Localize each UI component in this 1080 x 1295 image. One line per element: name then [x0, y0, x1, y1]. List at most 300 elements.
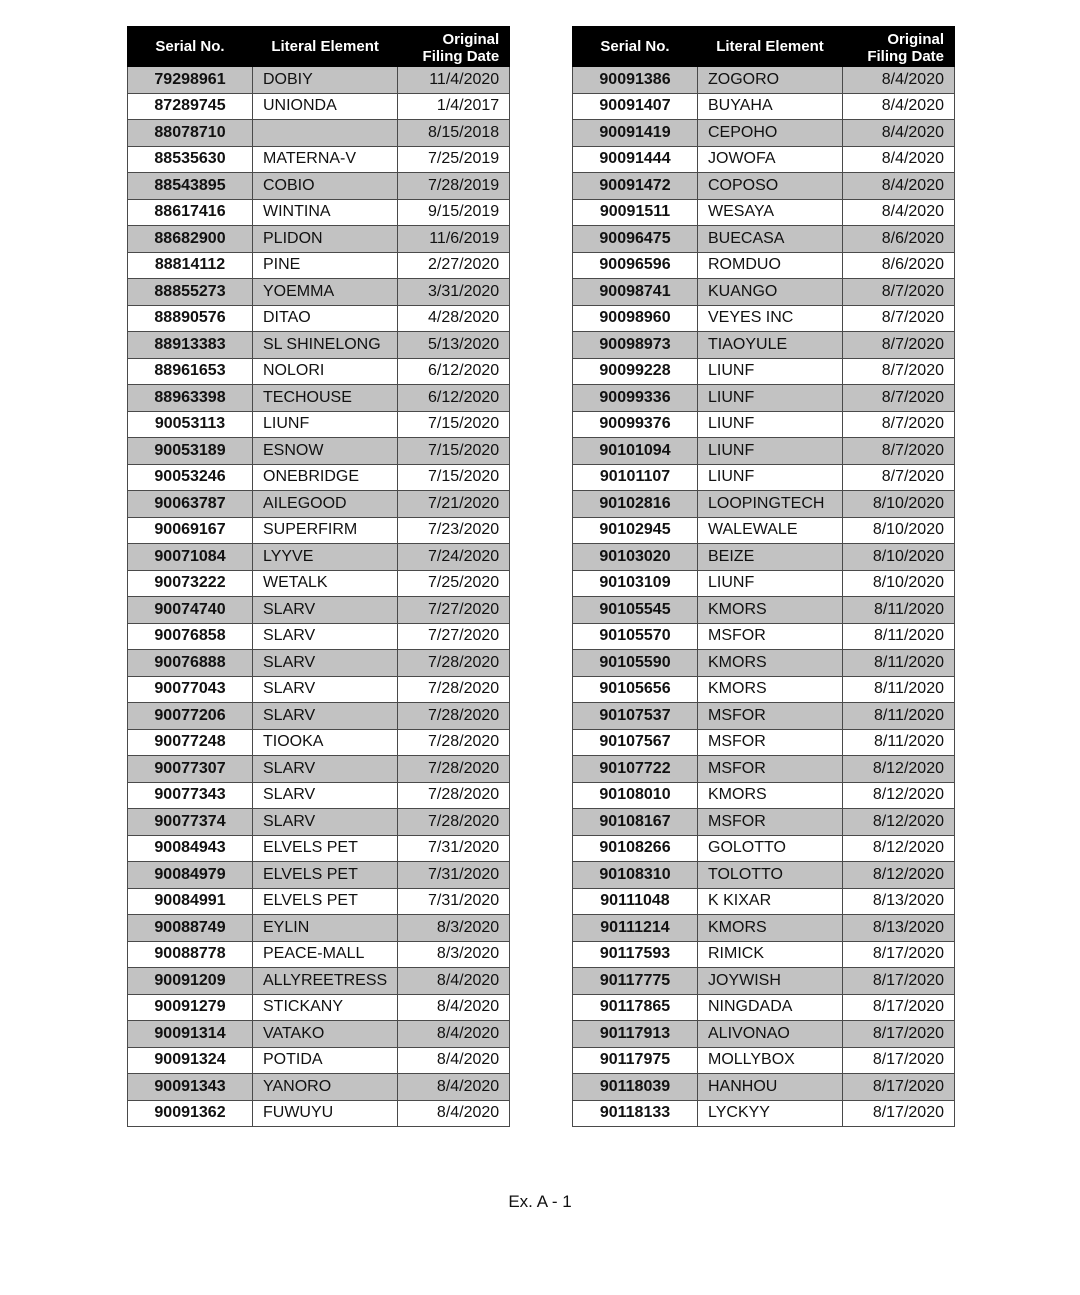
filing-date-cell: 8/6/2020 [843, 226, 955, 253]
filing-date-cell: 8/11/2020 [843, 676, 955, 703]
table-row [573, 1074, 955, 1101]
literal-element-header: Literal Element [698, 27, 843, 67]
filing-date-cell: 7/28/2020 [398, 809, 510, 836]
serial-number-cell: 90074740 [128, 597, 253, 624]
table-row [573, 623, 955, 650]
literal-element-cell: LOOPINGTECH [698, 491, 843, 518]
table-row [128, 1100, 510, 1127]
filing-date-cell: 7/28/2019 [398, 173, 510, 200]
filing-date-cell: 8/4/2020 [398, 1074, 510, 1101]
serial-number-cell: 88535630 [128, 146, 253, 173]
table-row [128, 93, 510, 120]
literal-element-cell: ELVELS PET [253, 835, 398, 862]
literal-element-cell: SUPERFIRM [253, 517, 398, 544]
literal-element-cell: PEACE-MALL [253, 941, 398, 968]
filing-date-cell: 8/17/2020 [843, 941, 955, 968]
filing-date-cell: 8/13/2020 [843, 888, 955, 915]
literal-element-cell: KMORS [698, 650, 843, 677]
table-row [128, 358, 510, 385]
literal-element-cell: WESAYA [698, 199, 843, 226]
filing-date-cell: 8/12/2020 [843, 809, 955, 836]
literal-element-cell: COPOSO [698, 173, 843, 200]
serial-number-cell: 90105656 [573, 676, 698, 703]
serial-number-cell: 87289745 [128, 93, 253, 120]
table-row [573, 464, 955, 491]
filing-date-cell: 2/27/2020 [398, 252, 510, 279]
literal-element-cell: SL SHINELONG [253, 332, 398, 359]
filing-date-cell: 8/4/2020 [843, 93, 955, 120]
serial-number-cell: 88682900 [128, 226, 253, 253]
literal-element-cell: MSFOR [698, 809, 843, 836]
exhibit-label: Ex. A - 1 [508, 1192, 572, 1211]
serial-number-cell: 90053246 [128, 464, 253, 491]
filing-date-cell: 3/31/2020 [398, 279, 510, 306]
right-table-body [573, 67, 955, 1127]
filing-date-cell: 8/7/2020 [843, 411, 955, 438]
table-row [128, 703, 510, 730]
serial-number-cell: 90091419 [573, 120, 698, 147]
filing-date-cell: 7/28/2020 [398, 729, 510, 756]
left-table-header-row [128, 27, 510, 67]
table-row [128, 676, 510, 703]
table-row [573, 570, 955, 597]
table-row [128, 279, 510, 306]
literal-element-cell: K KIXAR [698, 888, 843, 915]
literal-element-cell: DOBIY [253, 67, 398, 94]
filing-date-cell: 7/15/2020 [398, 438, 510, 465]
table-row [573, 252, 955, 279]
filing-date-cell: 8/4/2020 [843, 199, 955, 226]
serial-number-cell: 90077043 [128, 676, 253, 703]
literal-element-cell: WETALK [253, 570, 398, 597]
literal-element-cell: AILEGOOD [253, 491, 398, 518]
literal-element-cell: PLIDON [253, 226, 398, 253]
table-row [573, 517, 955, 544]
literal-element-cell: LIUNF [698, 358, 843, 385]
filing-date-cell: 1/4/2017 [398, 93, 510, 120]
literal-element-cell: SLARV [253, 597, 398, 624]
serial-number-cell: 90091472 [573, 173, 698, 200]
serial-number-cell: 90091407 [573, 93, 698, 120]
serial-number-cell: 90053113 [128, 411, 253, 438]
filing-date-cell: 5/13/2020 [398, 332, 510, 359]
serial-number-cell: 90091314 [128, 1021, 253, 1048]
serial-number-cell: 88814112 [128, 252, 253, 279]
serial-number-cell: 90098741 [573, 279, 698, 306]
serial-number-cell: 88617416 [128, 199, 253, 226]
filing-date-cell: 8/12/2020 [843, 782, 955, 809]
table-row [128, 888, 510, 915]
table-row [128, 517, 510, 544]
filing-date-cell: 8/4/2020 [843, 146, 955, 173]
filing-date-cell: 8/10/2020 [843, 517, 955, 544]
filing-date-cell: 9/15/2019 [398, 199, 510, 226]
literal-element-cell: LIUNF [698, 411, 843, 438]
literal-element-cell: BUYAHA [698, 93, 843, 120]
serial-number-cell: 90117913 [573, 1021, 698, 1048]
table-row [128, 650, 510, 677]
filing-date-cell: 8/17/2020 [843, 1100, 955, 1127]
table-row [573, 703, 955, 730]
literal-element-cell: KMORS [698, 915, 843, 942]
filing-date-cell: 8/17/2020 [843, 1074, 955, 1101]
literal-element-cell: JOWOFA [698, 146, 843, 173]
filing-date-cell: 7/27/2020 [398, 623, 510, 650]
table-row [128, 199, 510, 226]
literal-element-cell: SLARV [253, 676, 398, 703]
serial-number-cell: 88961653 [128, 358, 253, 385]
filing-date-cell: 7/28/2020 [398, 676, 510, 703]
literal-element-cell: TIAOYULE [698, 332, 843, 359]
filing-date-cell: 6/12/2020 [398, 385, 510, 412]
serial-number-cell: 90101094 [573, 438, 698, 465]
literal-element-cell: MSFOR [698, 756, 843, 783]
filing-date-cell: 7/25/2019 [398, 146, 510, 173]
filing-date-cell: 7/23/2020 [398, 517, 510, 544]
right-table [572, 26, 955, 1127]
literal-element-cell: WINTINA [253, 199, 398, 226]
literal-element-cell: VATAKO [253, 1021, 398, 1048]
table-row [573, 358, 955, 385]
serial-number-cell: 90108310 [573, 862, 698, 889]
literal-element-cell: SLARV [253, 650, 398, 677]
filing-date-cell: 7/27/2020 [398, 597, 510, 624]
table-row [128, 756, 510, 783]
serial-number-cell: 90084943 [128, 835, 253, 862]
table-row [573, 544, 955, 571]
serial-number-cell: 90069167 [128, 517, 253, 544]
serial-number-cell: 90102945 [573, 517, 698, 544]
table-row [128, 252, 510, 279]
table-row [573, 888, 955, 915]
serial-number-cell: 90088778 [128, 941, 253, 968]
filing-date-cell: 7/28/2020 [398, 703, 510, 730]
literal-element-cell: WALEWALE [698, 517, 843, 544]
literal-element-header: Literal Element [253, 27, 398, 67]
serial-number-cell: 90076888 [128, 650, 253, 677]
table-row [128, 226, 510, 253]
table-row [573, 862, 955, 889]
serial-number-cell: 90091362 [128, 1100, 253, 1127]
literal-element-cell: VEYES INC [698, 305, 843, 332]
filing-date-cell: 7/28/2020 [398, 782, 510, 809]
filing-date-cell: 8/15/2018 [398, 120, 510, 147]
filing-date-cell: 7/15/2020 [398, 464, 510, 491]
filing-date-header-line1: Original [442, 31, 500, 48]
literal-element-cell: ELVELS PET [253, 888, 398, 915]
table-row [128, 782, 510, 809]
serial-number-cell: 90101107 [573, 464, 698, 491]
serial-number-cell: 90091324 [128, 1047, 253, 1074]
literal-element-cell: GOLOTTO [698, 835, 843, 862]
table-row [128, 438, 510, 465]
serial-number-cell: 90117775 [573, 968, 698, 995]
literal-element-cell: KUANGO [698, 279, 843, 306]
table-row [573, 491, 955, 518]
filing-date-header-line2: Filing Date [867, 48, 944, 65]
filing-date-cell: 8/7/2020 [843, 279, 955, 306]
filing-date-cell: 8/4/2020 [398, 994, 510, 1021]
table-row [573, 279, 955, 306]
table-row [128, 385, 510, 412]
table-row [128, 941, 510, 968]
table-row [573, 305, 955, 332]
table-row [128, 67, 510, 94]
serial-number-cell: 90096596 [573, 252, 698, 279]
serial-number-cell: 88913383 [128, 332, 253, 359]
literal-element-cell: ZOGORO [698, 67, 843, 94]
table-row [573, 146, 955, 173]
table-row [128, 1021, 510, 1048]
table-row [128, 146, 510, 173]
literal-element-cell: ONEBRIDGE [253, 464, 398, 491]
filing-date-cell: 7/31/2020 [398, 862, 510, 889]
filing-date-cell: 8/10/2020 [843, 491, 955, 518]
literal-element-cell: HANHOU [698, 1074, 843, 1101]
literal-element-cell: KMORS [698, 676, 843, 703]
filing-date-cell: 8/11/2020 [843, 729, 955, 756]
table-row [573, 835, 955, 862]
literal-element-cell: LIUNF [698, 464, 843, 491]
serial-number-cell: 90107537 [573, 703, 698, 730]
literal-element-cell: FUWUYU [253, 1100, 398, 1127]
literal-element-cell: LIUNF [698, 438, 843, 465]
literal-element-cell: YANORO [253, 1074, 398, 1101]
table-row [128, 915, 510, 942]
table-row [573, 173, 955, 200]
table-row [128, 623, 510, 650]
table-row [573, 597, 955, 624]
table-row [573, 385, 955, 412]
literal-element-cell: MSFOR [698, 623, 843, 650]
serial-number-cell: 90108010 [573, 782, 698, 809]
table-row [573, 968, 955, 995]
filing-date-cell: 8/10/2020 [843, 570, 955, 597]
literal-element-cell: ROMDUO [698, 252, 843, 279]
serial-number-cell: 90103109 [573, 570, 698, 597]
serial-number-cell: 90096475 [573, 226, 698, 253]
table-row [128, 597, 510, 624]
literal-element-cell: NOLORI [253, 358, 398, 385]
table-row [128, 120, 510, 147]
table-row [128, 464, 510, 491]
literal-element-cell: LYCKYY [698, 1100, 843, 1127]
filing-date-cell: 8/11/2020 [843, 703, 955, 730]
literal-element-cell: BUECASA [698, 226, 843, 253]
serial-number-cell: 90077374 [128, 809, 253, 836]
table-row [128, 809, 510, 836]
filing-date-cell: 8/12/2020 [843, 835, 955, 862]
literal-element-cell: EYLIN [253, 915, 398, 942]
serial-number-cell: 90063787 [128, 491, 253, 518]
filing-date-cell: 8/7/2020 [843, 438, 955, 465]
table-row [128, 862, 510, 889]
serial-number-cell: 90077248 [128, 729, 253, 756]
serial-number-cell: 90107567 [573, 729, 698, 756]
serial-number-cell: 88890576 [128, 305, 253, 332]
literal-element-cell [253, 120, 398, 147]
left-table [127, 26, 510, 1127]
filing-date-cell: 8/4/2020 [843, 67, 955, 94]
literal-element-cell: SLARV [253, 703, 398, 730]
serial-number-cell: 90077307 [128, 756, 253, 783]
filing-date-cell: 8/7/2020 [843, 464, 955, 491]
filing-date-cell: 7/31/2020 [398, 835, 510, 862]
serial-number-cell: 90077343 [128, 782, 253, 809]
serial-number-cell: 90111048 [573, 888, 698, 915]
serial-number-cell: 90076858 [128, 623, 253, 650]
literal-element-cell: PINE [253, 252, 398, 279]
serial-number-cell: 88078710 [128, 120, 253, 147]
filing-date-cell: 8/4/2020 [843, 120, 955, 147]
serial-number-cell: 90105590 [573, 650, 698, 677]
right-table-header-row [573, 27, 955, 67]
table-row [128, 544, 510, 571]
literal-element-cell: SLARV [253, 623, 398, 650]
table-row [573, 411, 955, 438]
literal-element-cell: ALIVONAO [698, 1021, 843, 1048]
filing-date-cell: 8/7/2020 [843, 305, 955, 332]
serial-number-cell: 90099228 [573, 358, 698, 385]
filing-date-cell: 4/28/2020 [398, 305, 510, 332]
table-row [128, 305, 510, 332]
serial-number-cell: 90099376 [573, 411, 698, 438]
serial-number-cell: 90118039 [573, 1074, 698, 1101]
table-row [573, 93, 955, 120]
literal-element-cell: JOYWISH [698, 968, 843, 995]
serial-number-cell: 90102816 [573, 491, 698, 518]
serial-number-cell: 90091279 [128, 994, 253, 1021]
table-row [573, 994, 955, 1021]
filing-date-cell: 8/7/2020 [843, 332, 955, 359]
literal-element-cell: SLARV [253, 756, 398, 783]
table-row [573, 1021, 955, 1048]
filing-date-header-line2: Filing Date [422, 48, 500, 65]
filing-date-cell: 11/4/2020 [398, 67, 510, 94]
serial-number-cell: 90108167 [573, 809, 698, 836]
table-row [128, 994, 510, 1021]
literal-element-cell: DITAO [253, 305, 398, 332]
serial-number-cell: 90088749 [128, 915, 253, 942]
table-row [128, 332, 510, 359]
serial-number-cell: 90117865 [573, 994, 698, 1021]
table-row [573, 226, 955, 253]
literal-element-cell: ALLYREETRESS [253, 968, 398, 995]
literal-element-cell: KMORS [698, 597, 843, 624]
table-row [128, 411, 510, 438]
filing-date-cell: 7/31/2020 [398, 888, 510, 915]
literal-element-cell: LIUNF [253, 411, 398, 438]
filing-date-header [398, 27, 510, 67]
filing-date-cell: 7/21/2020 [398, 491, 510, 518]
table-row [128, 570, 510, 597]
literal-element-cell: SLARV [253, 809, 398, 836]
serial-number-cell: 90103020 [573, 544, 698, 571]
table-row [573, 676, 955, 703]
serial-number-cell: 90071084 [128, 544, 253, 571]
serial-number-cell: 90108266 [573, 835, 698, 862]
literal-element-cell: SLARV [253, 782, 398, 809]
serial-number-cell: 90117975 [573, 1047, 698, 1074]
serial-number-cell: 90091386 [573, 67, 698, 94]
table-row [573, 756, 955, 783]
filing-date-cell: 8/3/2020 [398, 941, 510, 968]
serial-no-header: Serial No. [128, 27, 253, 67]
table-row [128, 729, 510, 756]
filing-date-cell: 8/17/2020 [843, 1021, 955, 1048]
table-row [128, 1074, 510, 1101]
table-row [573, 332, 955, 359]
serial-number-cell: 90091444 [573, 146, 698, 173]
literal-element-cell: MATERNA-V [253, 146, 398, 173]
literal-element-cell: ESNOW [253, 438, 398, 465]
serial-number-cell: 79298961 [128, 67, 253, 94]
table-row [573, 650, 955, 677]
serial-number-cell: 90084991 [128, 888, 253, 915]
serial-number-cell: 90118133 [573, 1100, 698, 1127]
filing-date-cell: 8/11/2020 [843, 650, 955, 677]
table-row [573, 199, 955, 226]
serial-number-cell: 90107722 [573, 756, 698, 783]
table-row [573, 1047, 955, 1074]
serial-number-cell: 88543895 [128, 173, 253, 200]
literal-element-cell: MSFOR [698, 703, 843, 730]
literal-element-cell: TIOOKA [253, 729, 398, 756]
literal-element-cell: KMORS [698, 782, 843, 809]
literal-element-cell: STICKANY [253, 994, 398, 1021]
table-row [128, 173, 510, 200]
filing-date-cell: 11/6/2019 [398, 226, 510, 253]
literal-element-cell: TOLOTTO [698, 862, 843, 889]
filing-date-cell: 7/28/2020 [398, 650, 510, 677]
filing-date-cell: 8/4/2020 [398, 968, 510, 995]
serial-no-header: Serial No. [573, 27, 698, 67]
filing-date-header-line1: Original [887, 31, 944, 48]
table-row [128, 835, 510, 862]
literal-element-cell: POTIDA [253, 1047, 398, 1074]
serial-number-cell: 90117593 [573, 941, 698, 968]
filing-date-cell: 8/7/2020 [843, 385, 955, 412]
filing-date-cell: 8/6/2020 [843, 252, 955, 279]
serial-number-cell: 90111214 [573, 915, 698, 942]
table-row [573, 120, 955, 147]
literal-element-cell: LIUNF [698, 570, 843, 597]
serial-number-cell: 88963398 [128, 385, 253, 412]
filing-date-cell: 8/4/2020 [398, 1047, 510, 1074]
filing-date-cell: 8/17/2020 [843, 994, 955, 1021]
serial-number-cell: 88855273 [128, 279, 253, 306]
literal-element-cell: YOEMMA [253, 279, 398, 306]
filing-date-cell: 8/4/2020 [398, 1021, 510, 1048]
literal-element-cell: MOLLYBOX [698, 1047, 843, 1074]
table-row [573, 782, 955, 809]
serial-number-cell: 90091511 [573, 199, 698, 226]
literal-element-cell: LIUNF [698, 385, 843, 412]
literal-element-cell: COBIO [253, 173, 398, 200]
serial-number-cell: 90098973 [573, 332, 698, 359]
literal-element-cell: TECHOUSE [253, 385, 398, 412]
serial-number-cell: 90105545 [573, 597, 698, 624]
serial-number-cell: 90053189 [128, 438, 253, 465]
filing-date-cell: 8/12/2020 [843, 862, 955, 889]
filing-date-cell: 7/28/2020 [398, 756, 510, 783]
table-row [573, 809, 955, 836]
literal-element-cell: CEPOHO [698, 120, 843, 147]
table-row [128, 491, 510, 518]
literal-element-cell: BEIZE [698, 544, 843, 571]
filing-date-cell: 8/4/2020 [398, 1100, 510, 1127]
literal-element-cell: LYYVE [253, 544, 398, 571]
